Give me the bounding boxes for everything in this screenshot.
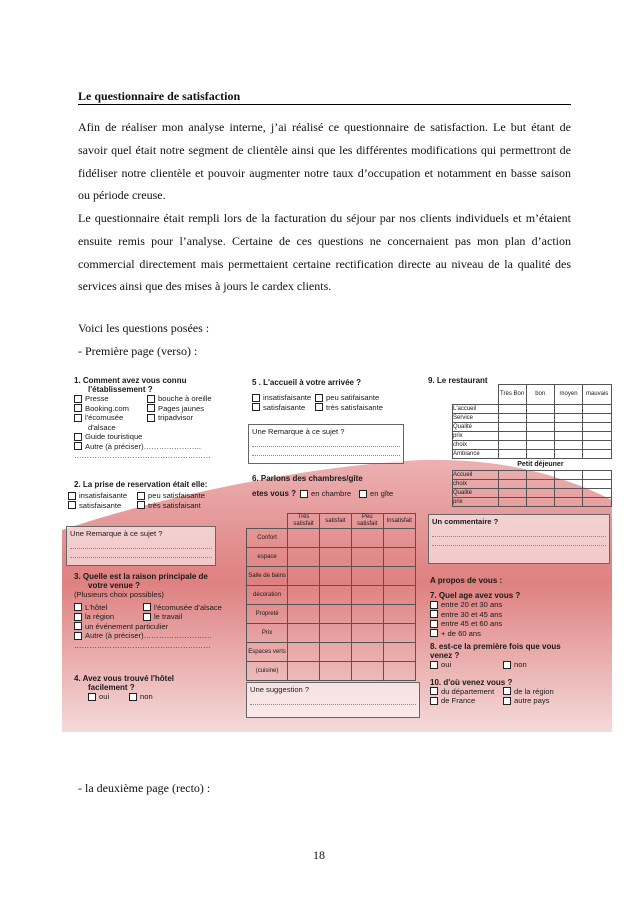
- option-label: entre 45 et 60 ans: [441, 619, 503, 628]
- option-label: très satisfaisante: [326, 402, 383, 412]
- q1-title: 1. Comment avez vous connu: [74, 376, 187, 385]
- checkbox[interactable]: [300, 490, 308, 498]
- option-label: en chambre: [311, 489, 352, 498]
- option-label: Booking.com: [85, 403, 129, 413]
- first-page-label: - Première page (verso) :: [78, 344, 198, 358]
- q2-title: 2. La prise de reservation était elle:: [74, 480, 208, 489]
- q6-etes: etes vous ?: [252, 489, 297, 499]
- row-label: Propreté: [247, 605, 288, 624]
- option-label: autre pays: [514, 696, 550, 705]
- checkbox[interactable]: [74, 622, 82, 630]
- q4-title: 4. Avez vous trouvé l'hôtel: [74, 674, 174, 683]
- question-1: [74, 376, 212, 461]
- table-header: Insatisfait: [383, 514, 415, 529]
- about-title: A propos de vous :: [430, 576, 503, 585]
- table-header: moyen: [554, 385, 582, 405]
- dotted-line: ………………………………………………: [74, 640, 211, 650]
- checkbox[interactable]: [430, 610, 438, 618]
- remark-label: Une Remarque à ce sujet ?: [252, 427, 345, 436]
- option-label: de France: [441, 696, 476, 705]
- checkbox[interactable]: [88, 693, 96, 701]
- second-page-label: - la deuxième page (recto) :: [78, 781, 211, 795]
- option-label: l'écomusée d'alsace: [154, 602, 222, 612]
- row-label: prix: [453, 498, 499, 507]
- checkbox[interactable]: [315, 394, 323, 402]
- checkbox[interactable]: [68, 492, 76, 500]
- option-label: entre 20 et 30 ans: [441, 600, 503, 609]
- q7-title: 7. Quel age avez vous ?: [430, 591, 521, 600]
- dotted-line: ………………………………………………: [74, 451, 211, 460]
- option-label: très satisfaisant: [148, 500, 201, 510]
- checkbox[interactable]: [430, 629, 438, 637]
- q1-title-2: l'établissement ?: [88, 385, 153, 394]
- option-label: satisfaisante: [79, 500, 122, 510]
- option-label: un événement particulier: [85, 621, 169, 631]
- row-label: Ambiance: [453, 450, 499, 459]
- intro-paragraph-2: [78, 207, 571, 298]
- q5-remark-box[interactable]: [248, 424, 404, 464]
- q8-title: 8. est-ce la première fois que vous: [430, 642, 561, 651]
- option-label: de la région: [514, 686, 554, 696]
- row-label: décoration: [247, 586, 288, 605]
- question-5: [252, 378, 383, 412]
- rooms-table: [246, 513, 416, 681]
- row-label: Espaces verts: [247, 643, 288, 662]
- q2-remark-box[interactable]: [66, 526, 216, 566]
- checkbox[interactable]: [430, 620, 438, 628]
- restaurant-table: [452, 384, 612, 507]
- table-header: satisfait: [319, 514, 351, 529]
- row-label: Salle de bains: [247, 567, 288, 586]
- paragraph-text: Afin de réaliser mon analyse interne, j’ai réalisé ce questionnaire de satisfaction. Le but étant de savoir quel était notre segment de clientèle ainsi que les différentes modifications qui permettront de fidéliser notre clientèle et pouvoir augmenter notre taux d’occupation et notamment en basse saison ou période creuse.: [78, 120, 571, 203]
- row-label: prix: [453, 432, 499, 441]
- paragraph-text: Le questionnaire était rempli lors de la facturation du séjour par nos clients individuels et m’étaient ensuite remis pour l’analyse. Certaine de ces questions ne concernaient pas mon plan d’action commercial directement mais permettaient certaine rectification directe au niveau de la qualité des services ainsi que des mises à jours le cardex clients.: [78, 211, 571, 294]
- table-header: Peu satisfait: [351, 514, 383, 529]
- row-label: Service: [453, 414, 499, 423]
- checkbox[interactable]: [315, 403, 323, 411]
- checkbox[interactable]: [503, 687, 511, 695]
- table-header: mauvais: [583, 385, 612, 405]
- option-label: oui: [441, 660, 452, 669]
- intro-paragraph-1: [78, 116, 571, 207]
- remark-label: Une Remarque à ce sujet ?: [70, 529, 163, 538]
- option-label: Guide touristique: [85, 432, 143, 441]
- row-label: (cuisine): [247, 662, 288, 681]
- checkbox[interactable]: [74, 404, 82, 412]
- row-label: Accueil: [453, 471, 499, 480]
- checkbox[interactable]: [74, 414, 82, 422]
- option-label: entre 30 et 45 ans: [441, 609, 503, 619]
- checkbox[interactable]: [430, 697, 438, 705]
- checkbox[interactable]: [143, 603, 151, 611]
- checkbox[interactable]: [74, 433, 82, 441]
- table-header: Très satisfait: [288, 514, 320, 529]
- q10-title: 10. d'où venez vous ?: [430, 677, 513, 687]
- question-4: [74, 674, 174, 702]
- option-label: du département: [441, 686, 495, 696]
- q8-title-2: venez ?: [430, 651, 460, 660]
- checkbox[interactable]: [252, 394, 260, 402]
- option-label: + de 60 ans: [441, 628, 481, 638]
- option-label: tripadvisor: [158, 413, 194, 422]
- q3-title: 3. Quelle est la raison principale de: [74, 572, 208, 581]
- option-label: insatisfaisante: [79, 491, 128, 500]
- checkbox[interactable]: [503, 697, 511, 705]
- option-label: d'alsace: [88, 422, 116, 432]
- checkbox[interactable]: [74, 442, 82, 450]
- q6-title: 6. Parlons des chambres/gîte: [252, 474, 363, 483]
- checkbox[interactable]: [68, 501, 76, 509]
- row-label: espace: [247, 548, 288, 567]
- about-section: [430, 576, 561, 706]
- q4-title-2: facilement ?: [88, 683, 135, 692]
- option-label: en gîte: [370, 489, 394, 498]
- option-label: non: [140, 692, 153, 701]
- page-number: 18: [313, 848, 325, 862]
- checkbox[interactable]: [137, 501, 145, 509]
- checkbox[interactable]: [252, 403, 260, 411]
- option-label: Autre (à préciser)…………………..: [85, 441, 202, 451]
- option-label: Pages jaunes: [158, 403, 205, 413]
- option-label: Autre (à préciser)………………………: [85, 631, 213, 640]
- checkbox[interactable]: [137, 492, 145, 500]
- option-label: le travail: [154, 612, 183, 621]
- questionnaire-image: [62, 370, 612, 732]
- checkbox[interactable]: [147, 404, 155, 412]
- checkbox[interactable]: [74, 395, 82, 403]
- breakfast-label: Petit déjeuner: [517, 461, 564, 468]
- row-label: Qualité: [453, 423, 499, 432]
- questions-intro: Voici les questions posées :: [78, 321, 210, 335]
- option-label: insatisfaisante: [263, 393, 312, 402]
- suggestion-box[interactable]: [246, 682, 420, 718]
- checkbox[interactable]: [143, 613, 151, 621]
- question-3: [74, 572, 222, 650]
- table-header: Très Bon: [498, 385, 526, 405]
- question-2: [68, 480, 207, 510]
- row-label: L'accueil: [453, 405, 499, 414]
- option-label: l'écomusée: [85, 413, 124, 422]
- option-label: peu satifaisante: [326, 393, 380, 402]
- q3-subtitle: (Plusieurs choix possibles): [74, 590, 164, 599]
- checkbox[interactable]: [129, 693, 137, 701]
- checkbox[interactable]: [430, 661, 438, 669]
- row-label: Qualité: [453, 489, 499, 498]
- option-label: la région: [85, 612, 115, 621]
- section-title: Le questionnaire de satisfaction: [78, 89, 571, 105]
- q5-title: 5 . L'accueil à votre arrivée ?: [252, 378, 362, 387]
- checkbox[interactable]: [430, 601, 438, 609]
- comment-box[interactable]: [428, 514, 610, 564]
- suggestion-label: Une suggestion ?: [250, 685, 310, 694]
- option-label: L'hôtel: [85, 602, 108, 612]
- checkbox[interactable]: [74, 613, 82, 621]
- option-label: peu satisfaisante: [148, 491, 205, 500]
- row-label: choix: [453, 441, 499, 450]
- checkbox[interactable]: [74, 603, 82, 611]
- comment-label: Un commentaire ?: [432, 517, 499, 526]
- q3-title-2: votre venue ?: [88, 581, 141, 590]
- option-label: non: [514, 660, 527, 669]
- checkbox[interactable]: [503, 661, 511, 669]
- option-label: oui: [99, 692, 110, 701]
- question-6: [252, 474, 393, 499]
- checkbox[interactable]: [359, 490, 367, 498]
- table-header: bon: [526, 385, 554, 405]
- checkbox[interactable]: [147, 414, 155, 422]
- option-label: Presse: [85, 394, 109, 403]
- checkbox[interactable]: [430, 687, 438, 695]
- row-label: Prix: [247, 624, 288, 643]
- option-label: bouche à oreille: [158, 394, 212, 403]
- q9-title: 9. Le restaurant: [428, 376, 488, 385]
- row-label: choix: [453, 480, 499, 489]
- checkbox[interactable]: [147, 395, 155, 403]
- checkbox[interactable]: [74, 632, 82, 640]
- row-label: Confort: [247, 529, 288, 548]
- option-label: satisfaisante: [263, 402, 306, 412]
